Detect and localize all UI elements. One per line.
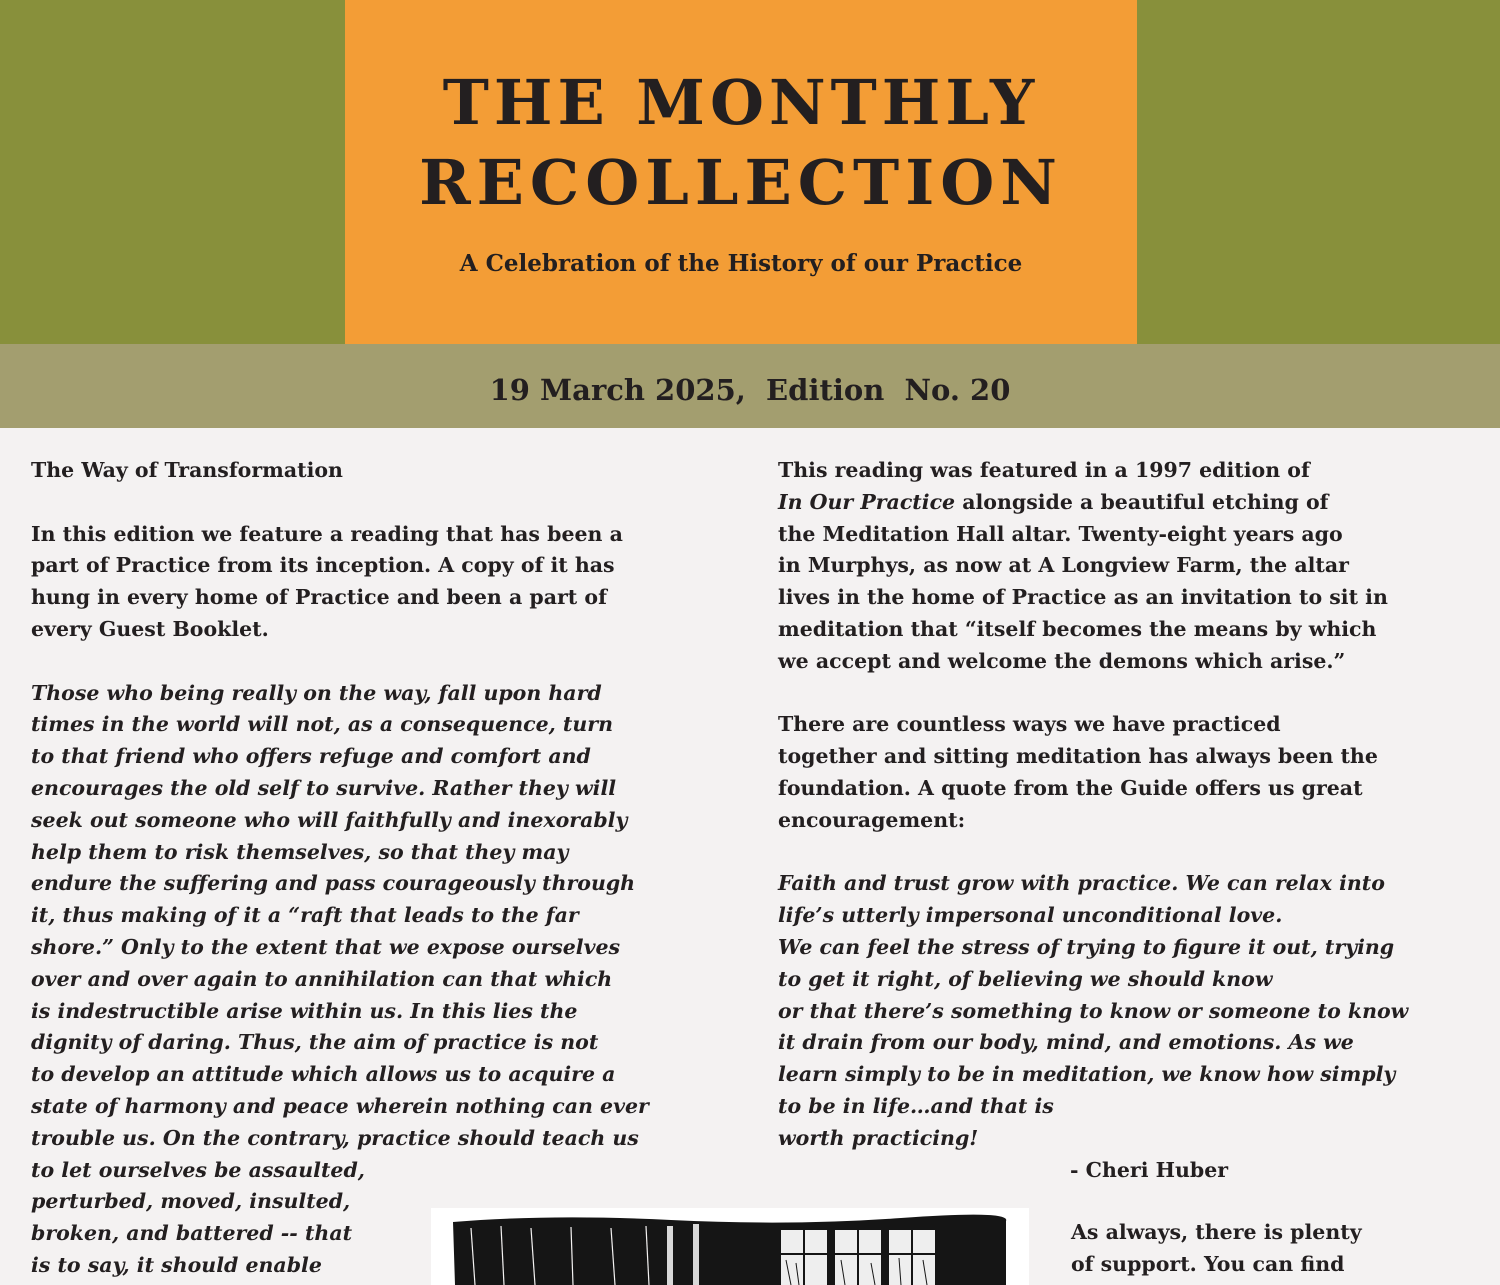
paragraph-line: of support. You can find xyxy=(1071,1251,1345,1276)
quote-line: life’s utterly impersonal unconditional love. xyxy=(778,903,1283,928)
paragraph-line: together and sitting meditation has always been the xyxy=(778,744,1378,769)
paragraph-line: This reading was featured in a 1997 edition of xyxy=(778,458,1310,482)
intro-line: every Guest Booklet. xyxy=(31,616,269,641)
reading-line: trouble us. On the contrary, practice should teach us xyxy=(31,1125,639,1150)
quote-line: to be in life…and that is xyxy=(778,1093,1054,1118)
quote-line: learn simply to be in meditation, we know how simply xyxy=(778,1062,1396,1087)
reading-line: dignity of daring. Thus, the aim of practice is not xyxy=(31,1030,599,1055)
etching-illustration xyxy=(431,1208,1029,1285)
paragraph-line xyxy=(778,487,1478,519)
paragraph-line: foundation. A quote from the Guide offers us great xyxy=(778,775,1363,800)
reading-line: shore.” Only to the extent that we expose ourselves xyxy=(31,934,621,959)
paragraph-line: meditation that “itself becomes the means by which xyxy=(778,616,1377,641)
reading-line: to that friend who offers refuge and comfort and xyxy=(31,744,591,769)
guide-quote xyxy=(778,868,1478,1154)
reading-line: to let ourselves be assaulted, xyxy=(31,1157,365,1182)
paragraph-line: As always, there is plenty xyxy=(1071,1220,1362,1244)
reading-line: state of harmony and peace wherein nothing can ever xyxy=(31,1093,649,1118)
quote-line: or that there’s something to know or someone to know xyxy=(778,998,1409,1023)
reading-line: broken, and battered -- that xyxy=(31,1221,353,1246)
masthead-title-line-2: RECOLLECTION xyxy=(419,146,1063,219)
reading-line: seek out someone who will faithfully and inexorably xyxy=(31,807,628,832)
edition-date-number: 19 March 2025, Edition No. 20 xyxy=(489,373,1011,407)
intro-paragraph xyxy=(31,519,711,646)
reading-line: Those who being really on the way, fall upon hard xyxy=(31,680,602,705)
masthead-title-box xyxy=(345,0,1137,344)
intro-line: In this edition we feature a reading that has been a xyxy=(31,521,623,546)
paragraph-line: we accept and welcome the demons which arise.” xyxy=(778,648,1346,673)
paragraph-line: There are countless ways we have practiced xyxy=(778,712,1281,737)
paragraph-line: lives in the home of Practice as an invitation to sit in xyxy=(778,585,1388,610)
reading-line: perturbed, moved, insulted, xyxy=(31,1189,351,1214)
masthead-title-line-1: THE MONTHLY xyxy=(442,66,1040,139)
practice-paragraph xyxy=(778,709,1478,836)
quote-attribution: - Cheri Huber xyxy=(1070,1157,1229,1182)
quote-line: worth practicing! xyxy=(778,1125,979,1150)
quote-line: We can feel the stress of trying to figure it out, trying xyxy=(778,934,1395,959)
masthead-subtitle: A Celebration of the History of our Practice xyxy=(459,250,1023,277)
intro-line: part of Practice from its inception. A copy of it has xyxy=(31,553,615,578)
paragraph-line: the Meditation Hall altar. Twenty-eight years ago xyxy=(778,521,1343,546)
reading-line: help them to risk themselves, so that they may xyxy=(31,839,569,864)
intro-line: hung in every home of Practice and been a part of xyxy=(31,585,607,610)
reading-passage xyxy=(31,678,711,1282)
reading-line: endure the suffering and pass courageously through xyxy=(31,871,636,896)
reading-line: times in the world will not, as a consequence, turn xyxy=(31,712,613,737)
quote-line: Faith and trust grow with practice. We can relax into xyxy=(778,871,1385,896)
article-heading: The Way of Transformation xyxy=(31,458,343,482)
quote-line: to get it right, of believing we should know xyxy=(778,966,1273,991)
reading-line: encourages the old self to survive. Rather they will xyxy=(31,775,617,800)
altar-etching-image xyxy=(431,1208,1029,1285)
right-column xyxy=(778,455,1478,1186)
reading-line: it, thus making of it a “raft that leads to the far xyxy=(31,903,579,928)
paragraph-line: encouragement: xyxy=(778,807,966,832)
reading-history-paragraph xyxy=(778,455,1478,678)
paragraph-line: in Murphys, as now at A Longview Farm, the altar xyxy=(778,553,1349,578)
closing-paragraph xyxy=(1071,1217,1362,1281)
reading-line: over and over again to annihilation can that which xyxy=(31,966,613,991)
quote-line: it drain from our body, mind, and emotions. As we xyxy=(778,1030,1354,1055)
paragraph-text: alongside a beautiful etching of xyxy=(955,489,1329,514)
publication-title: In Our Practice xyxy=(778,489,956,514)
reading-line: is indestructible arise within us. In this lies the xyxy=(31,998,578,1023)
reading-line: to develop an attitude which allows us to acquire a xyxy=(31,1062,616,1087)
left-column xyxy=(31,455,711,1282)
reading-line: is to say, it should enable xyxy=(31,1252,322,1277)
